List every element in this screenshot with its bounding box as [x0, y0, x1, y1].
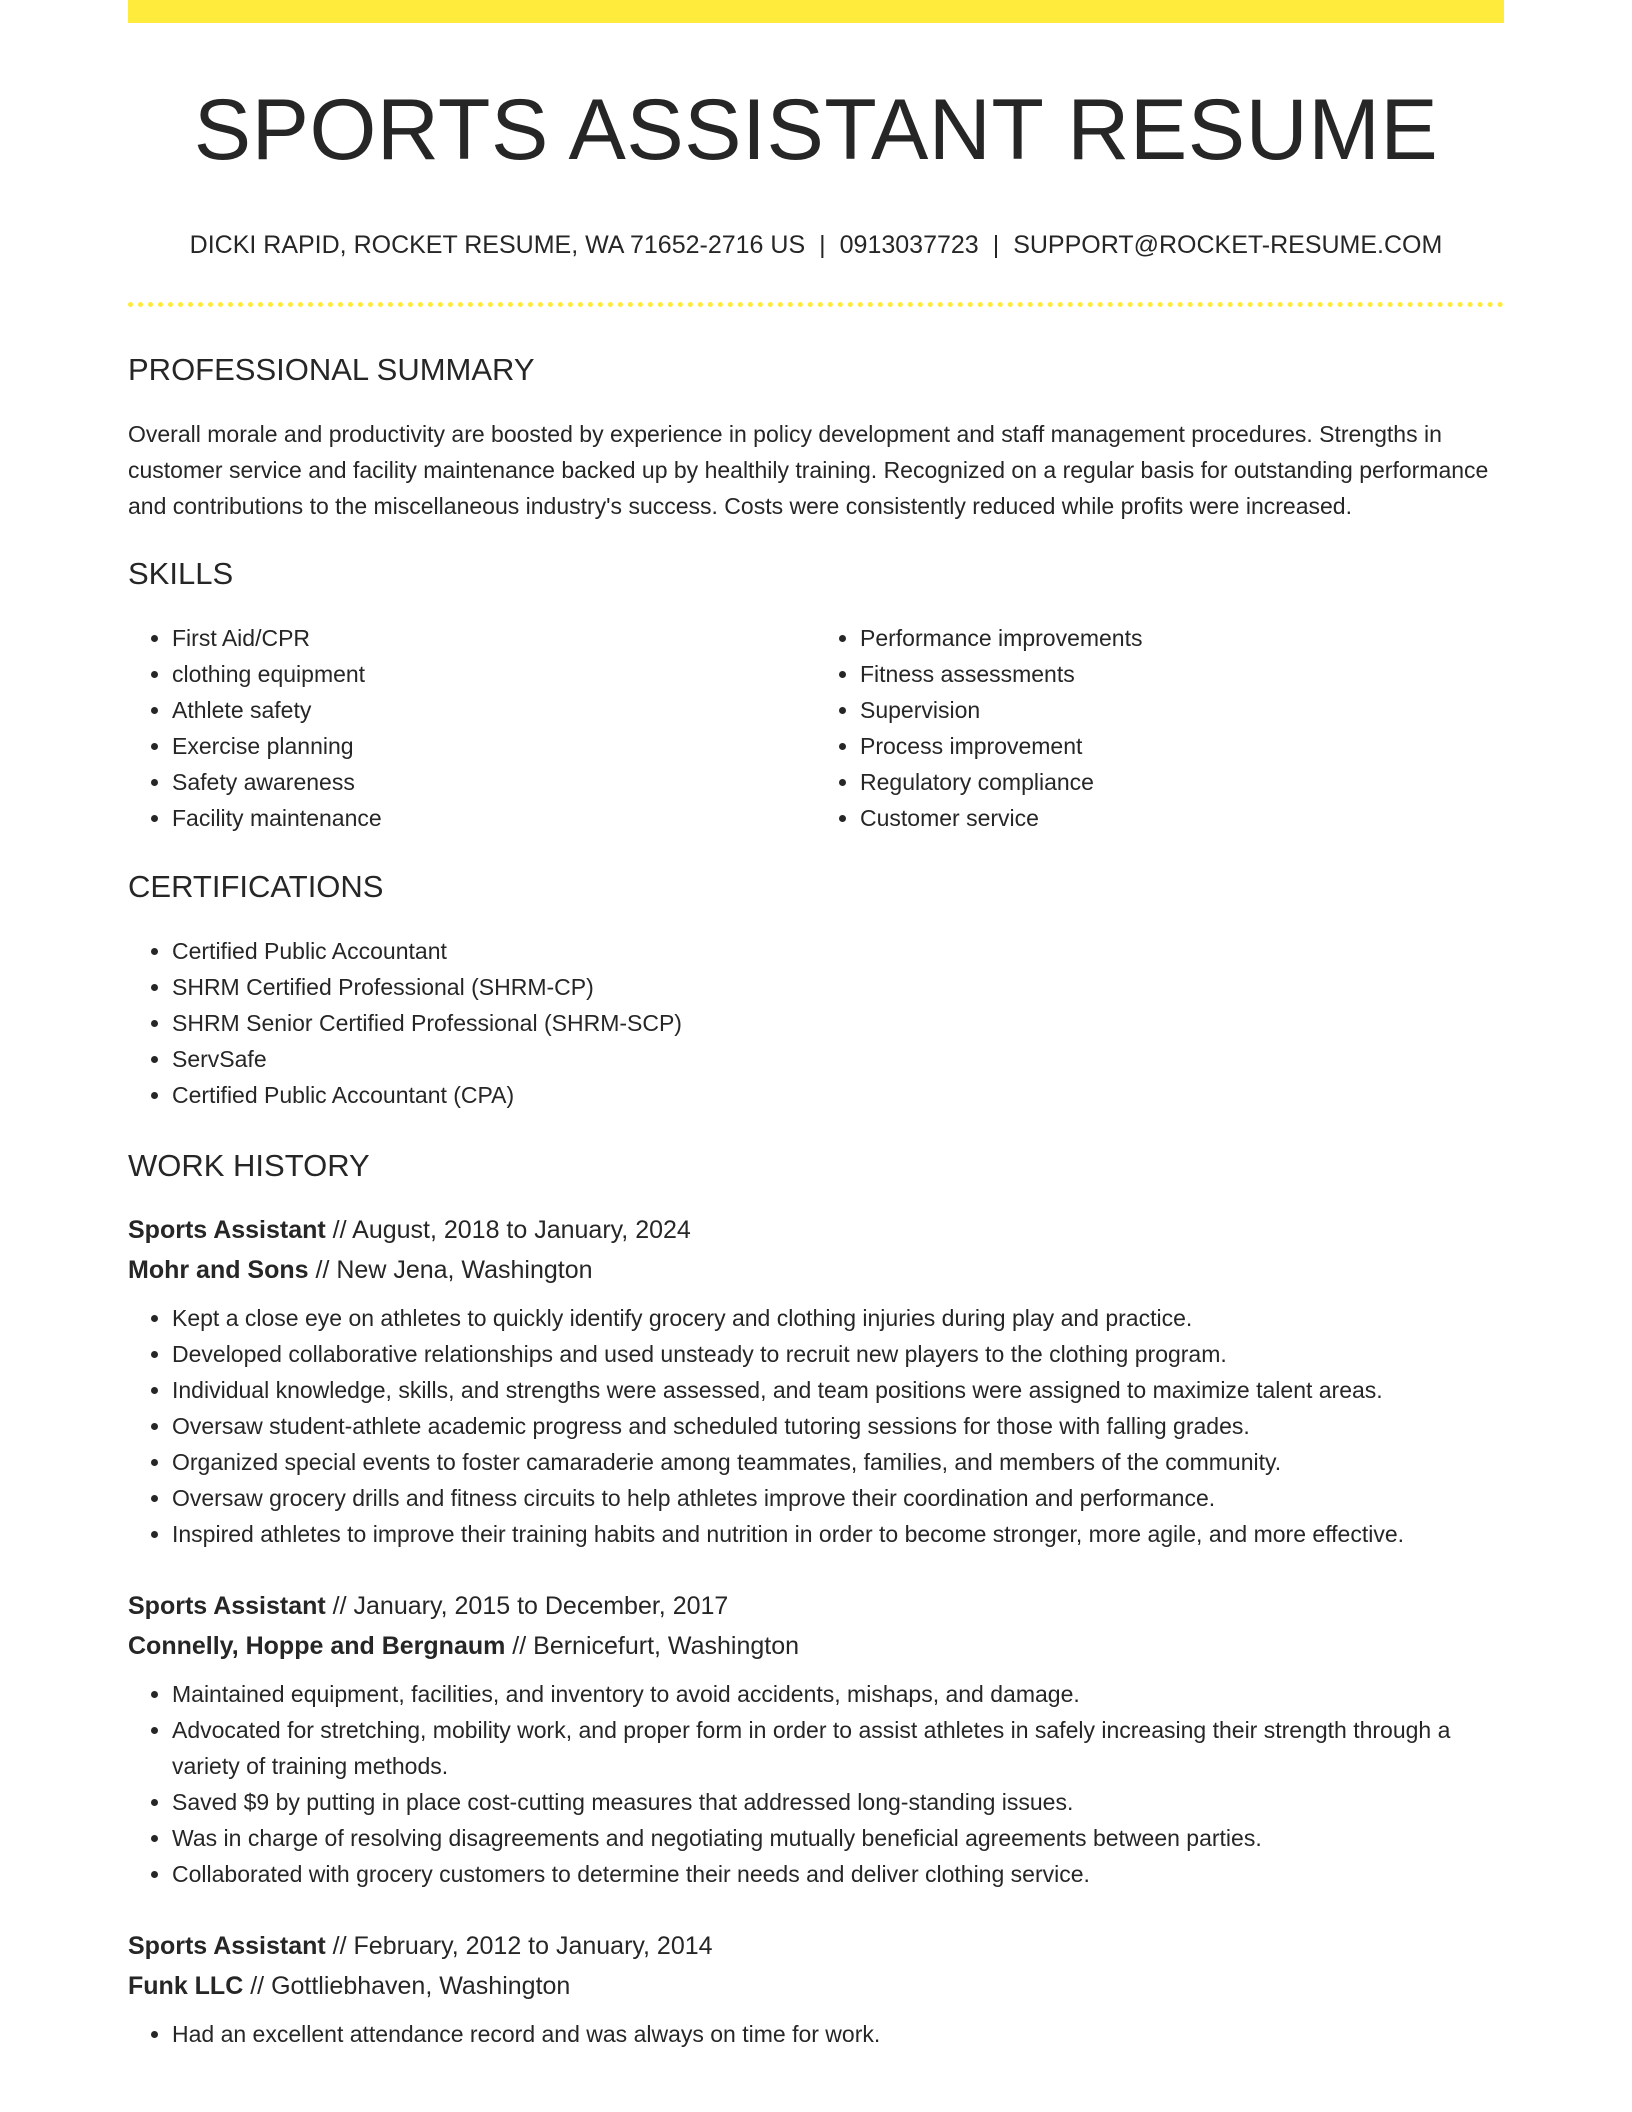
job-bullet: • Organized special events to foster camaraderie among teammates, families, and members of the community.: [172, 1444, 1504, 1480]
job-dates: January, 2015 to December, 2017: [353, 1592, 729, 1620]
skill-item: • First Aid/CPR: [172, 620, 816, 656]
skill-item: • Supervision: [860, 692, 1504, 728]
job-bullet: • Developed collaborative relationships and used unsteady to recruit new players to the clothing program.: [172, 1336, 1504, 1372]
job-bullet: • Had an excellent attendance record and was always on time for work.: [172, 2016, 1504, 2052]
job-title-line: [128, 1586, 1504, 1626]
job-company: Mohr and Sons: [128, 1256, 309, 1284]
job-delimiter: //: [243, 1972, 272, 2000]
skills-heading: SKILLS: [128, 556, 234, 591]
job-bullet: • Oversaw student-athlete academic progress and scheduled tutoring sessions for those with falling grades.: [172, 1408, 1504, 1444]
contact-line: [128, 230, 1504, 260]
job-title-line: [128, 1926, 1504, 1966]
job-bullet: • Kept a close eye on athletes to quickly identify grocery and clothing injuries during play and practice.: [172, 1300, 1504, 1336]
job-location: Gottliebhaven, Washington: [271, 1972, 571, 2000]
job-delimiter: //: [308, 1256, 337, 1284]
contact-email: SUPPORT@ROCKET-RESUME.COM: [1013, 231, 1443, 259]
job-bullet: • Advocated for stretching, mobility work, and proper form in order to assist athletes in safely increasing their strength through a variety of training methods.: [172, 1712, 1504, 1784]
skill-item: • Facility maintenance: [172, 800, 816, 836]
job-entry: [128, 1926, 1504, 2052]
job-company-line: [128, 1250, 1504, 1290]
skills-column-left: [128, 620, 816, 836]
skill-item: • Regulatory compliance: [860, 764, 1504, 800]
job-company-line: [128, 1966, 1504, 2006]
summary-heading: PROFESSIONAL SUMMARY: [128, 352, 535, 387]
job-bullet: • Was in charge of resolving disagreements and negotiating mutually beneficial agreements between parties.: [172, 1820, 1504, 1856]
skills-column-right: [816, 620, 1504, 836]
job-title-line: [128, 1210, 1504, 1250]
certification-item: • SHRM Certified Professional (SHRM-CP): [172, 969, 1504, 1005]
skill-item: • clothing equipment: [172, 656, 816, 692]
summary-text: Overall morale and productivity are boosted by experience in policy development and staff management procedures. Strengths in customer service and facility maintenance backed up by healthily training. Recognized on a regular basis for outstanding performance and contributions to the miscellaneous industry's success. Costs were consistently reduced while profits were increased.: [128, 421, 1489, 519]
job-bullet: • Individual knowledge, skills, and strengths were assessed, and team positions were assigned to maximize talent areas.: [172, 1372, 1504, 1408]
skill-item: • Performance improvements: [860, 620, 1504, 656]
job-delimiter: //: [325, 1216, 353, 1244]
certification-item: • Certified Public Accountant: [172, 933, 1504, 969]
job-entry: [128, 1586, 1504, 1892]
resume-content: [128, 0, 1504, 2052]
job-bullet: • Maintained equipment, facilities, and inventory to avoid accidents, mishaps, and damage.: [172, 1676, 1504, 1712]
job-title: Sports Assistant: [128, 1932, 326, 1960]
job-company: Funk LLC: [128, 1972, 244, 2000]
contact-separator: |: [819, 231, 826, 259]
certification-item: • SHRM Senior Certified Professional (SHRM-SCP): [172, 1005, 1504, 1041]
job-location: New Jena, Washington: [336, 1256, 593, 1284]
job-company-line: [128, 1626, 1504, 1666]
job-location: Bernicefurt, Washington: [533, 1632, 800, 1660]
job-bullets: [128, 2016, 1504, 2052]
job-delimiter: //: [325, 1932, 354, 1960]
job-dates: August, 2018 to January, 2024: [352, 1216, 691, 1244]
work-history-heading: WORK HISTORY: [128, 1148, 370, 1183]
contact-phone: 0913037723: [839, 231, 979, 259]
job-bullets: [128, 1300, 1504, 1552]
job-company: Connelly, Hoppe and Bergnaum: [128, 1632, 506, 1660]
certification-item: • Certified Public Accountant (CPA): [172, 1077, 1504, 1113]
contact-address: DICKI RAPID, ROCKET RESUME, WA 71652-2716 US: [189, 231, 806, 259]
job-bullet: • Collaborated with grocery customers to determine their needs and deliver clothing service.: [172, 1856, 1504, 1892]
skill-item: • Process improvement: [860, 728, 1504, 764]
certification-item: • ServSafe: [172, 1041, 1504, 1077]
skills-list: [128, 620, 1504, 836]
job-title: Sports Assistant: [128, 1216, 326, 1244]
dotted-divider: [128, 302, 1504, 307]
job-bullet: • Saved $9 by putting in place cost-cutting measures that addressed long-standing issues.: [172, 1784, 1504, 1820]
skill-item: • Fitness assessments: [860, 656, 1504, 692]
job-bullet: • Oversaw grocery drills and fitness circuits to help athletes improve their coordination and performance.: [172, 1480, 1504, 1516]
skill-item: • Safety awareness: [172, 764, 816, 800]
job-dates: February, 2012 to January, 2014: [353, 1932, 713, 1960]
job-delimiter: //: [505, 1632, 534, 1660]
skill-item: • Exercise planning: [172, 728, 816, 764]
job-title: Sports Assistant: [128, 1592, 326, 1620]
skill-item: • Athlete safety: [172, 692, 816, 728]
job-bullets: [128, 1676, 1504, 1892]
certifications-list: [128, 933, 1504, 1113]
job-entry: [128, 1210, 1504, 1552]
certifications-heading: CERTIFICATIONS: [128, 869, 384, 904]
job-delimiter: //: [325, 1592, 354, 1620]
resume-title: SPORTS ASSISTANT RESUME: [193, 82, 1439, 178]
job-bullet: • Inspired athletes to improve their training habits and nutrition in order to become stronger, more agile, and more effective.: [172, 1516, 1504, 1552]
skill-item: • Customer service: [860, 800, 1504, 836]
contact-separator: |: [992, 231, 1000, 259]
